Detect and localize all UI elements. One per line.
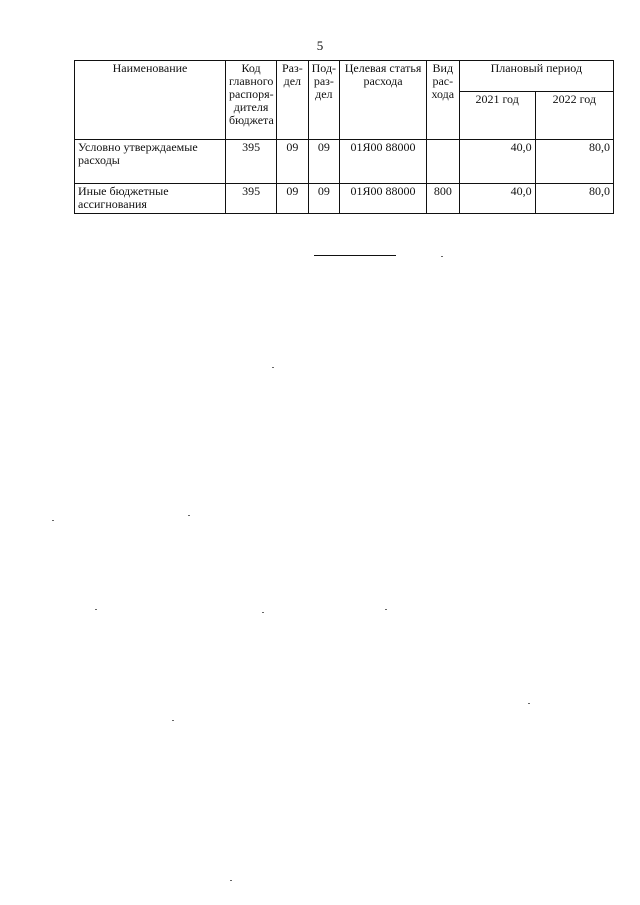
row-subsection: 09 — [308, 140, 340, 184]
header-subsection: Под-раз-дел — [308, 61, 340, 140]
row-code: 395 — [226, 140, 277, 184]
row-name: Условно утверждаемые расходы — [75, 140, 226, 184]
speck — [528, 703, 530, 704]
table-row — [75, 140, 614, 184]
header-kind: Вид рас-хода — [427, 61, 460, 140]
header-year1: 2021 год — [459, 92, 535, 140]
header-target: Целевая статья расхода — [340, 61, 427, 140]
row-target: 01Я00 88000 — [340, 140, 427, 184]
row-kind — [427, 140, 460, 184]
table-header-row — [75, 61, 614, 92]
header-code: Код главного распоря-дителя бюджета — [226, 61, 277, 140]
row-year1: 40,0 — [459, 140, 535, 184]
budget-table — [74, 60, 614, 214]
row-year2: 80,0 — [535, 140, 613, 184]
header-name: Наименование — [75, 61, 226, 140]
speck — [272, 367, 274, 368]
row-target: 01Я00 88000 — [340, 184, 427, 214]
speck — [188, 515, 190, 516]
speck — [230, 880, 232, 881]
speck — [52, 520, 54, 521]
row-code: 395 — [226, 184, 277, 214]
row-name: Иные бюджетные ассигнования — [75, 184, 226, 214]
header-planning-period: Плановый период — [459, 61, 613, 92]
row-subsection: 09 — [308, 184, 340, 214]
header-section: Раз-дел — [277, 61, 309, 140]
table-row — [75, 184, 614, 214]
row-year1: 40,0 — [459, 184, 535, 214]
speck — [95, 609, 97, 610]
header-year2: 2022 год — [535, 92, 613, 140]
speck — [385, 609, 387, 610]
end-separator-line — [314, 255, 396, 256]
page-number: 5 — [316, 38, 324, 53]
row-section: 09 — [277, 140, 309, 184]
row-year2: 80,0 — [535, 184, 613, 214]
row-kind: 800 — [427, 184, 460, 214]
speck — [441, 256, 443, 257]
row-section: 09 — [277, 184, 309, 214]
speck — [262, 612, 264, 613]
speck — [172, 720, 174, 721]
